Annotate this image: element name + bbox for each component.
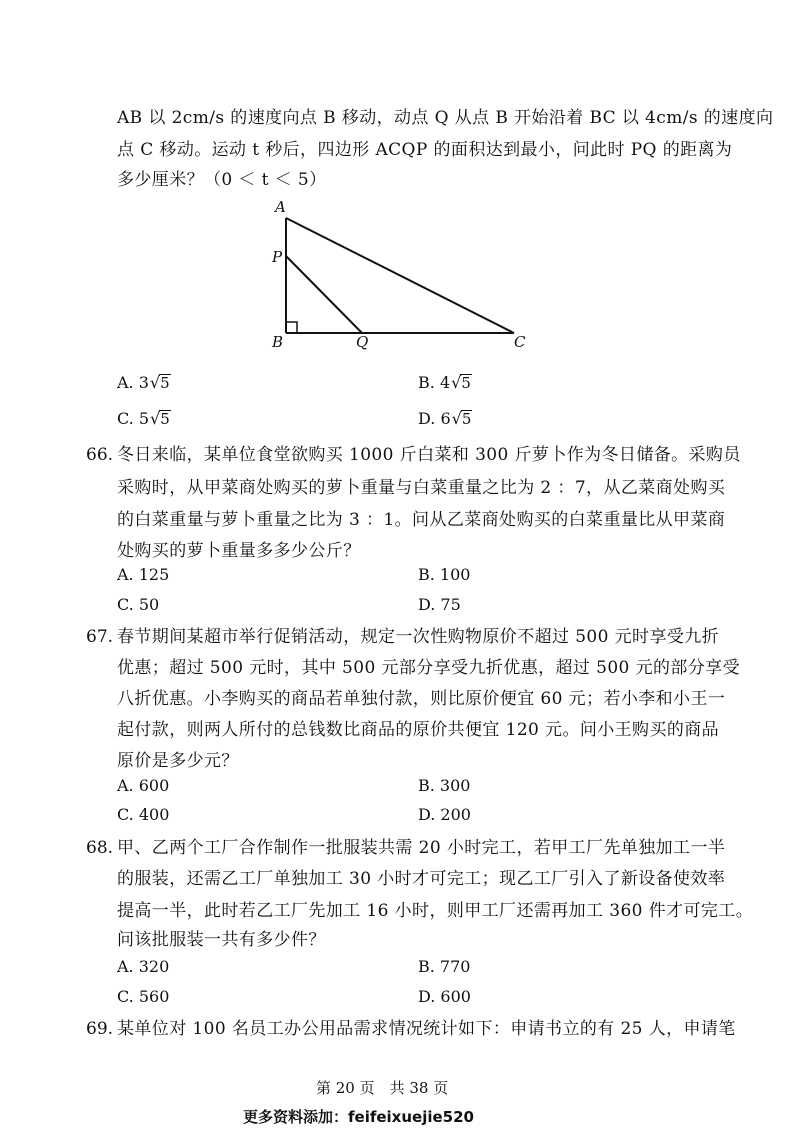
q68-line-4: 问该批服装一共有多少件？ [117, 930, 326, 950]
q68-option-b: B. 770 [418, 957, 471, 976]
question-number: 67. [86, 627, 114, 647]
q66-line-4: 处购买的萝卜重量多多少公斤？ [117, 541, 361, 561]
q68-line-2: 的服装，还需乙工厂单独加工 30 小时才可完工；现乙工厂引入了新设备使效率 [117, 869, 726, 889]
page-number: 第 20 页 共 38 页 [316, 1079, 449, 1097]
q66-option-d: D. 75 [418, 595, 461, 614]
q66-line-3: 的白菜重量与萝卜重量之比为 3 ：1。问从乙菜商处购买的白菜重量比从甲菜商 [117, 510, 726, 530]
q68-line-1: 甲、乙两个工厂合作制作一批服装共需 20 小时完工，若甲工厂先单独加工一半 [117, 838, 726, 858]
question-number: 66. [86, 445, 114, 465]
promo-text: 更多资料添加：feifeixuejie520 [243, 1108, 474, 1126]
q65-line-3: 多少厘米？（0 ＜ t ＜ 5） [117, 170, 327, 190]
sqrt-icon: √5 [451, 409, 472, 428]
q67-option-d: D. 200 [418, 805, 471, 824]
question-number: 69. [86, 1019, 114, 1039]
label-q: Q [356, 333, 369, 351]
label-c: C [514, 333, 526, 351]
q65-option-c: C. 5√5 [117, 409, 170, 428]
q69-line-1: 某单位对 100 名员工办公用品需求情况统计如下：申请书立的有 25 人，申请笔 [117, 1019, 736, 1039]
q67-line-5: 原价是多少元？ [117, 751, 239, 771]
label-p: P [272, 248, 283, 266]
q67-option-b: B. 300 [418, 776, 471, 795]
q67-line-4: 起付款，则两人所付的总钱数比商品的原价共便宜 120 元。问小王购买的商品 [117, 720, 720, 740]
q67-option-c: C. 400 [117, 805, 170, 824]
q68-option-d: D. 600 [418, 987, 471, 1006]
sqrt-icon: √5 [451, 373, 471, 392]
q66-option-a: A. 125 [117, 565, 170, 584]
label-a: A [275, 198, 286, 216]
q65-line-1: AB 以 2cm/s 的速度向点 B 移动，动点 Q 从点 B 开始沿着 BC 以 4cm/s 的速度向 [117, 108, 774, 128]
q66-line-1: 冬日来临，某单位食堂欲购买 1000 斤白菜和 300 斤萝卜作为冬日储备。采购员 [117, 445, 741, 465]
q65-line-2: 点 C 移动。运动 t 秒后，四边形 ACQP 的面积达到最小，问此时 PQ 的距离为 [117, 140, 733, 160]
q67-line-3: 八折优惠。小李购买的商品若单独付款，则比原价便宜 60 元；若小李和小王一 [117, 689, 726, 709]
question-number: 68. [86, 838, 114, 858]
q67-line-2: 优惠；超过 500 元时，其中 500 元部分享受九折优惠，超过 500 元的部分享受 [117, 658, 740, 678]
label-b: B [272, 333, 284, 351]
q68-option-c: C. 560 [117, 987, 170, 1006]
q65-option-a: A. 3√5 [117, 373, 170, 392]
q68-option-a: A. 320 [117, 957, 170, 976]
q66-option-b: B. 100 [418, 565, 471, 584]
q65-option-b: B. 4√5 [418, 373, 471, 392]
right-angle-mark [286, 322, 297, 333]
segment-ac [286, 218, 514, 333]
sqrt-icon: √5 [149, 373, 170, 392]
q67-line-1: 春节期间某超市举行促销活动，规定一次性购物原价不超过 500 元时享受九折 [117, 627, 720, 647]
sqrt-icon: √5 [150, 409, 170, 428]
q65-option-d: D. 6√5 [418, 409, 472, 428]
q66-option-c: C. 50 [117, 595, 160, 614]
q67-option-a: A. 600 [117, 776, 170, 795]
q68-line-3: 提高一半，此时若乙工厂先加工 16 小时，则甲工厂还需再加工 360 件才可完工。 [117, 901, 754, 921]
q66-line-2: 采购时，从甲菜商处购买的萝卜重量与白菜重量之比为 2 ：7，从乙菜商处购买 [117, 478, 726, 498]
